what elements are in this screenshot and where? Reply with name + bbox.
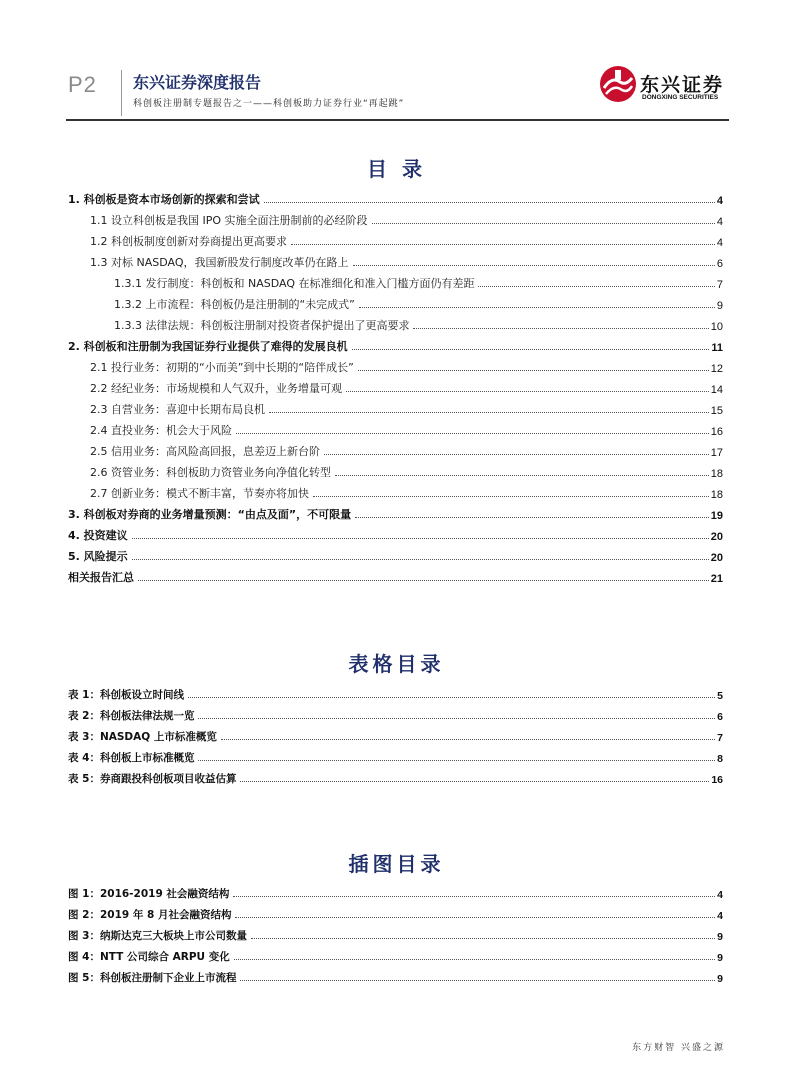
toc-entry[interactable]: [68, 681, 723, 702]
toc-entry[interactable]: [68, 417, 723, 438]
entry-title[interactable]: 1.2 科创板制度创新对券商提出更高要求: [90, 235, 287, 248]
dot-leader: [264, 201, 715, 203]
entry-title[interactable]: 2.1 投行业务：初期的“小而美”到中长期的“陪伴成长”: [90, 361, 354, 374]
entry-page-number: 4: [717, 889, 723, 901]
toc-entry[interactable]: [68, 880, 723, 901]
entry-page-number: 9: [717, 952, 723, 964]
entry-title[interactable]: 图 2：2019 年 8 月社会融资结构: [68, 909, 232, 921]
toc-entry[interactable]: [68, 723, 723, 744]
entry-page-number: 21: [710, 573, 723, 585]
entry-page-number: 9: [717, 931, 723, 943]
entry-title[interactable]: 1.1 设立科创板是我国 IPO 实施全面注册制前的必经阶段: [90, 214, 368, 227]
toc-entry[interactable]: [68, 312, 723, 333]
toc-entry[interactable]: [68, 501, 723, 522]
entry-title[interactable]: 2.6 资管业务：科创板助力资管业务向净值化转型: [90, 466, 331, 479]
entry-title[interactable]: 2. 科创板和注册制为我国证券行业提供了难得的发展良机: [68, 340, 348, 353]
entry-title[interactable]: 2.7 创新业务：模式不断丰富，节奏亦将加快: [90, 487, 309, 500]
entry-page-number: 16: [711, 774, 723, 786]
dot-leader: [291, 243, 715, 245]
entry-title[interactable]: 2.2 经纪业务：市场规模和人气双升，业务增量可观: [90, 382, 342, 395]
entry-page-number: 19: [710, 510, 723, 522]
dot-leader: [413, 327, 708, 329]
tables-title: 表格目录: [348, 652, 445, 676]
toc-entry[interactable]: [68, 207, 723, 228]
entry-page-number: 17: [710, 447, 723, 459]
entry-page-number: 20: [710, 552, 723, 564]
dot-leader: [269, 411, 709, 413]
dot-leader: [188, 696, 715, 698]
dot-leader: [235, 916, 715, 918]
entry-page-number: 6: [716, 258, 723, 270]
toc-entry[interactable]: [68, 375, 723, 396]
entry-page-number: 4: [716, 237, 723, 249]
entry-page-number: 4: [716, 216, 723, 228]
dot-leader: [352, 348, 710, 350]
dot-leader: [335, 474, 709, 476]
toc-title: 目 录: [367, 157, 426, 181]
header-divider: [121, 70, 122, 116]
page-header: [0, 0, 793, 128]
dot-leader: [478, 285, 714, 287]
toc-entry[interactable]: [68, 543, 723, 564]
dot-leader: [359, 306, 715, 308]
dot-leader: [198, 759, 715, 761]
dot-leader: [236, 432, 709, 434]
entry-title[interactable]: 1. 科创板是资本市场创新的探索和尝试: [68, 193, 260, 206]
toc-entry[interactable]: [68, 480, 723, 501]
toc-entry[interactable]: [68, 564, 723, 585]
dot-leader: [324, 453, 709, 455]
dot-leader: [132, 537, 709, 539]
entry-page-number: 6: [717, 711, 723, 723]
entry-title[interactable]: 表 5：券商跟投科创板项目收益估算: [68, 773, 237, 785]
entry-title[interactable]: 图 1：2016-2019 社会融资结构: [68, 888, 230, 900]
dot-leader: [198, 717, 715, 719]
entry-title[interactable]: 表 4：科创板上市标准概览: [68, 752, 195, 764]
report-title: 东兴证券深度报告: [133, 73, 262, 92]
entry-page-number: 9: [716, 300, 723, 312]
entry-title[interactable]: 1.3.1 发行制度：科创板和 NASDAQ 在标准细化和准入门槛方面仍有差距: [114, 277, 475, 290]
toc-entry[interactable]: [68, 291, 723, 312]
figures-list: [68, 880, 723, 985]
dot-leader: [138, 579, 709, 581]
tables-list: [68, 681, 723, 786]
entry-page-number: 4: [717, 910, 723, 922]
toc-entry[interactable]: [68, 964, 723, 985]
entry-title[interactable]: 1.3.3 法律法规：科创板注册制对投资者保护提出了更高要求: [114, 319, 410, 332]
entry-title[interactable]: 5. 风险提示: [68, 550, 128, 563]
dot-leader: [353, 264, 715, 266]
entry-page-number: 16: [710, 426, 723, 438]
logo-english-name: DONGXING SECURITIES: [642, 94, 719, 101]
dot-leader: [233, 895, 715, 897]
company-logo: [598, 64, 728, 108]
toc-entry[interactable]: [68, 228, 723, 249]
entry-title[interactable]: 表 1：科创板设立时间线: [68, 689, 184, 701]
entry-page-number: 9: [717, 973, 723, 985]
toc-entry[interactable]: [68, 186, 723, 207]
entry-title[interactable]: 相关报告汇总: [68, 571, 134, 584]
logo-chinese-name: 东兴证券: [640, 74, 725, 96]
entry-page-number: 15: [710, 405, 723, 417]
header-rule: [66, 119, 729, 121]
report-subtitle: 科创板注册制专题报告之一——科创板助力证券行业“再起跳”: [133, 99, 405, 109]
dot-leader: [346, 390, 709, 392]
toc-entry[interactable]: [68, 459, 723, 480]
figures-title: 插图目录: [348, 852, 445, 876]
entry-title[interactable]: 图 3：纳斯达克三大板块上市公司数量: [68, 930, 247, 942]
entry-page-number: 4: [716, 195, 723, 207]
entry-page-number: 7: [717, 732, 723, 744]
dot-leader: [313, 495, 709, 497]
dot-leader: [240, 979, 715, 981]
entry-page-number: 18: [710, 468, 723, 480]
toc-entry[interactable]: [68, 943, 723, 964]
entry-title[interactable]: 4. 投资建议: [68, 529, 128, 542]
toc-entry[interactable]: [68, 270, 723, 291]
entry-title[interactable]: 图 5：科创板注册制下企业上市流程: [68, 972, 237, 984]
footer-slogan: 东方财智 兴盛之源: [632, 1043, 725, 1053]
entry-title[interactable]: 1.3 对标 NASDAQ，我国新股发行制度改革仍在路上: [90, 256, 349, 269]
entry-title[interactable]: 表 2：科创板法律法规一览: [68, 710, 195, 722]
dot-leader: [355, 516, 709, 518]
dot-leader: [240, 780, 709, 782]
entry-title[interactable]: 2.3 自营业务：喜迎中长期布局良机: [90, 403, 265, 416]
entry-page-number: 10: [710, 321, 723, 333]
toc-entry[interactable]: [68, 744, 723, 765]
toc-entry[interactable]: [68, 901, 723, 922]
dot-leader: [358, 369, 709, 371]
entry-title[interactable]: 表 3：NASDAQ 上市标准概览: [68, 731, 217, 743]
toc-entry[interactable]: [68, 522, 723, 543]
entry-title[interactable]: 2.5 信用业务：高风险高回报，息差迈上新台阶: [90, 445, 320, 458]
dot-leader: [251, 937, 715, 939]
toc-entry[interactable]: [68, 333, 723, 354]
toc-entry[interactable]: [68, 765, 723, 786]
page-number: P2: [68, 72, 97, 97]
entry-title[interactable]: 图 4：NTT 公司综合 ARPU 变化: [68, 951, 230, 963]
toc-entry[interactable]: [68, 249, 723, 270]
logo-emblem-icon: [598, 64, 638, 104]
entry-page-number: 20: [710, 531, 723, 543]
dot-leader: [221, 738, 715, 740]
entry-page-number: 7: [716, 279, 723, 291]
toc-entry[interactable]: [68, 354, 723, 375]
entry-title[interactable]: 3. 科创板对券商的业务增量预测：“由点及面”，不可限量: [68, 508, 352, 521]
toc-entry[interactable]: [68, 922, 723, 943]
entry-title[interactable]: 2.4 直投业务：机会大于风险: [90, 424, 232, 437]
dot-leader: [132, 558, 709, 560]
entry-page-number: 14: [710, 384, 723, 396]
toc-entry[interactable]: [68, 702, 723, 723]
dot-leader: [372, 222, 715, 224]
entry-page-number: 11: [711, 342, 723, 354]
entry-page-number: 5: [717, 690, 723, 702]
dot-leader: [234, 958, 715, 960]
toc-list: [68, 186, 723, 585]
toc-entry[interactable]: [68, 438, 723, 459]
entry-title[interactable]: 1.3.2 上市流程：科创板仍是注册制的“未完成式”: [114, 298, 355, 311]
entry-page-number: 8: [717, 753, 723, 765]
entry-page-number: 18: [710, 489, 723, 501]
toc-entry[interactable]: [68, 396, 723, 417]
entry-page-number: 12: [710, 363, 723, 375]
